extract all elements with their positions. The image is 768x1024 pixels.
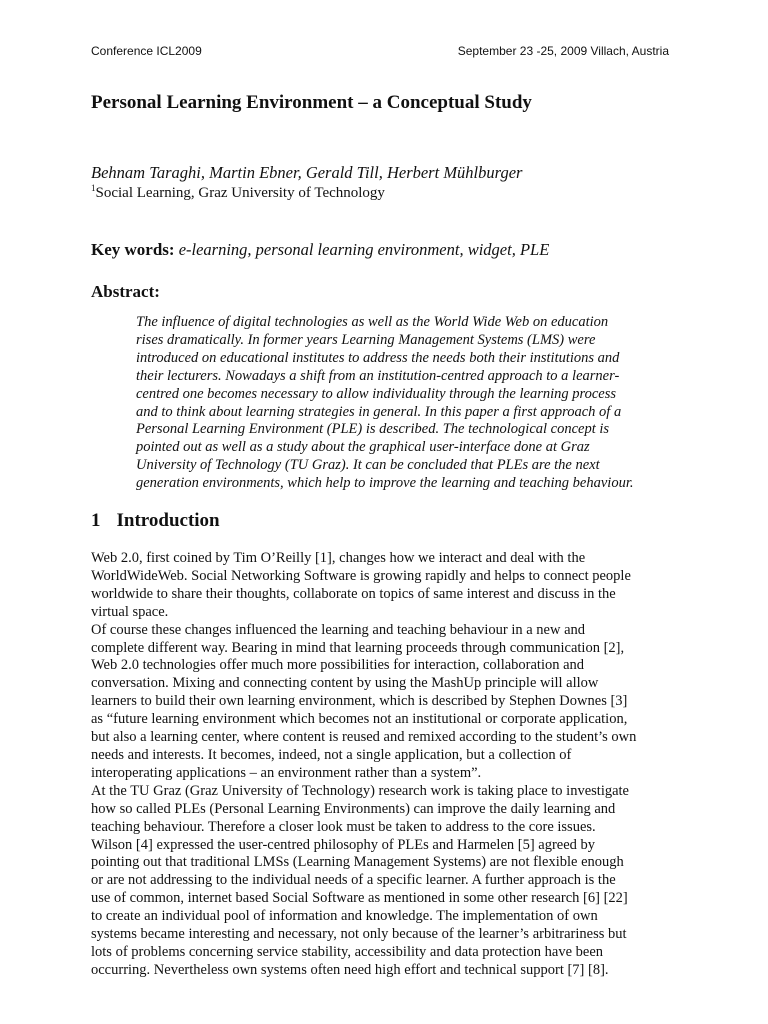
- intro-line: Wilson [4] expressed the user-centred philosophy of PLEs and Harmelen [5] agreed by: [91, 836, 596, 853]
- intro-line: use of common, internet based Social Software as mentioned in some other research [6] [22]: [91, 890, 628, 907]
- intro-line: how so called PLEs (Personal Learning Environments) can improve the daily learning and: [91, 800, 616, 817]
- intro-line: Web 2.0 technologies offer much more possibilities for interaction, collaboration and: [91, 657, 585, 674]
- author-list: Behnam Taraghi, Martin Ebner, Gerald Till, Herbert Mühlburger: [91, 163, 523, 182]
- intro-line: as “future learning environment which becomes not an institutional or corporate application,: [91, 711, 628, 728]
- page-header: [91, 44, 669, 58]
- abstract-line: pointed out as well as a study about the graphical user-interface done at Graz: [136, 439, 590, 456]
- introduction-body: [91, 550, 691, 980]
- paper-title: Personal Learning Environment – a Conceptual Study: [91, 92, 532, 113]
- intro-line: teaching behaviour. Therefore a closer look must be taken to address to the core issues.: [91, 818, 596, 835]
- intro-line: WorldWideWeb. Social Networking Software is growing rapidly and helps to connect people: [91, 567, 631, 584]
- intro-line: or are not addressing to the individual needs of a specific learner. A further approach is the: [91, 872, 616, 889]
- intro-line: interoperating applications – an environment rather than a system”.: [91, 764, 482, 781]
- abstract-line: generation environments, which help to improve the learning and teaching behaviour.: [136, 475, 634, 492]
- affiliation-marker: 1: [91, 183, 96, 193]
- intro-line: complete different way. Bearing in mind that learning proceeds through communication [2],: [91, 639, 625, 656]
- keywords: [91, 240, 549, 260]
- abstract-line: The influence of digital technologies as well as the World Wide Web on education: [136, 314, 609, 330]
- abstract-line: University of Technology (TU Graz). It can be concluded that PLEs are the next: [136, 457, 600, 474]
- intro-line: needs and interests. It becomes, indeed, not a single application, but a collection of: [91, 746, 572, 763]
- keywords-text: e-learning, personal learning environment, widget, PLE: [178, 240, 550, 259]
- abstract-line: introduced on educational institutes to address the needs both their institutions and: [136, 349, 620, 366]
- abstract-line: their lecturers. Nowadays a shift from an institution-centred approach to a learner-: [136, 367, 620, 384]
- section-number: 1: [91, 510, 101, 531]
- abstract-line: rises dramatically. In former years Learning Management Systems (LMS) were: [136, 331, 596, 348]
- abstract-body: [136, 314, 681, 493]
- intro-line: learners to build their own learning environment, which is described by Stephen Downes [3]: [91, 693, 628, 710]
- intro-line: conversation. Mixing and connecting content by using the MashUp principle will allow: [91, 675, 599, 692]
- intro-line: pointing out that traditional LMSs (Learning Management Systems) are not flexible enough: [91, 854, 624, 871]
- header-conference: Conference ICL2009: [91, 44, 202, 58]
- intro-line: to create an individual pool of information and knowledge. The implementation of own: [91, 908, 598, 925]
- keywords-label: Key words:: [91, 240, 175, 259]
- intro-line: worldwide to share their thoughts, collaborate on topics of same interest and discuss in the: [91, 585, 616, 602]
- intro-line: systems became interesting and necessary, not only because of the learner’s arbitrariness but: [91, 926, 627, 943]
- section-heading-introduction: [91, 510, 220, 532]
- intro-line: Web 2.0, first coined by Tim O’Reilly [1], changes how we interact and deal with the: [91, 550, 586, 566]
- intro-line: At the TU Graz (Graz University of Technology) research work is taking place to investigate: [91, 782, 629, 799]
- intro-line: lots of problems concerning service stability, accessibility and data protection have been: [91, 943, 604, 960]
- abstract-heading: Abstract:: [91, 282, 160, 301]
- intro-line: Of course these changes influenced the learning and teaching behaviour in a new and: [91, 621, 586, 638]
- affiliation-text: Social Learning, Graz University of Technology: [95, 185, 385, 201]
- section-title: Introduction: [116, 510, 220, 531]
- header-date-location: September 23 -25, 2009 Villach, Austria: [457, 44, 669, 58]
- abstract-line: Personal Learning Environment (PLE) is described. The technological concept is: [136, 421, 610, 438]
- intro-line: virtual space.: [91, 603, 169, 620]
- intro-line: but also a learning center, where content is reused and remixed according to the student’s own: [91, 729, 637, 746]
- affiliation: [91, 183, 385, 202]
- intro-line: occurring. Nevertheless own systems often need high effort and technical support [7] [8].: [91, 961, 609, 978]
- abstract-line: centred one becomes necessary to allow individuality through the learning process: [136, 385, 617, 402]
- abstract-line: and to think about learning strategies in general. In this paper a first approach of a: [136, 403, 622, 420]
